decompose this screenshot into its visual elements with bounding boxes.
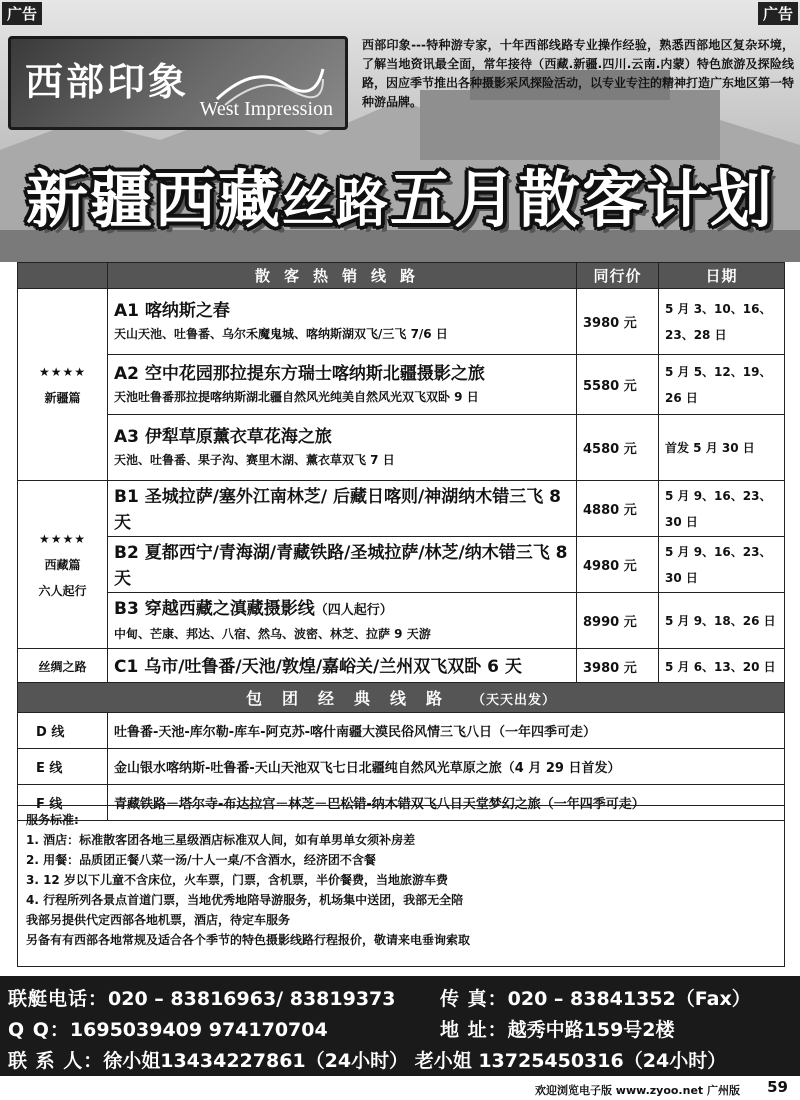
price-header: 同行价: [577, 263, 659, 289]
table-row: [18, 713, 785, 749]
table-header-row: [18, 263, 785, 289]
region-label: 西藏篇: [44, 557, 81, 572]
route-dates: 5 月 6、13、20 日: [659, 649, 785, 685]
service-item: 2. 用餐：品质团正餐八菜一汤/十人一桌/不含酒水，经济团不含餐: [26, 853, 376, 867]
region-silk-road: 丝绸之路: [18, 649, 108, 685]
route-title: C1 乌市/吐鲁番/天池/敦煌/嘉峪关/兰州双飞双卧 6 天: [114, 656, 522, 677]
qq-label: Q Q：: [8, 1019, 70, 1041]
service-item: 另备有有西部各地常规及适合各个季节的特色摄影线路行程报价，敬请来电垂询索取: [26, 933, 471, 947]
page-footer: [0, 1076, 800, 1100]
logo-chinese-name: 西部印象: [25, 59, 190, 104]
route-price: 8990 元: [577, 593, 659, 649]
phone-value: 020 – 83816963/ 83819373: [108, 988, 396, 1010]
package-code: E 线: [18, 749, 108, 785]
route-cell: [108, 649, 577, 685]
contact-row-qq: [8, 1015, 328, 1042]
date-header: 日期: [659, 263, 785, 289]
table-row: [18, 355, 785, 415]
company-logo: [8, 36, 348, 130]
service-item: 4. 行程所列各景点首道门票，当地优秀地陪导游服务，机场集中送团，我部无全陪: [26, 893, 464, 907]
region-tibet: [18, 481, 108, 649]
service-title: 服务标准:: [26, 813, 79, 827]
route-detail: 中甸、芒康、邦达、八宿、然乌、波密、林芝、拉萨 9 天游: [114, 627, 431, 641]
route-detail: 天池吐鲁番那拉提喀纳斯湖北疆自然风光纯美自然风光双飞双卧 9 日: [114, 390, 479, 404]
route-price: 4980 元: [577, 537, 659, 593]
star-rating: ★★★★: [38, 531, 87, 546]
phone-label: 联艇电话：: [8, 988, 109, 1010]
region-note: 六人起行: [38, 583, 87, 598]
package-route: 青藏铁路－塔尔寺-布达拉宫－林芝－巴松错-纳木错双飞八日天堂梦幻之旅（一年四季可走）: [108, 785, 785, 821]
qq-value: 1695039409 974170704: [69, 1019, 328, 1041]
route-dates: 首发 5 月 30 日: [659, 415, 785, 481]
table-row: [18, 749, 785, 785]
contact-panel: [0, 976, 800, 1076]
route-dates: 5 月 5、12、19、26 日: [659, 355, 785, 415]
ad-label-right: 广告: [758, 2, 798, 25]
package-code: D 线: [18, 713, 108, 749]
table-row: [18, 415, 785, 481]
route-dates: 5 月 3、10、16、23、28 日: [659, 289, 785, 355]
region-label: 新疆篇: [44, 390, 81, 405]
table-row: [18, 537, 785, 593]
headline-part2: 丝路: [281, 174, 390, 234]
person-label: 联 系 人：: [8, 1050, 104, 1072]
route-title-text: B3 穿越西藏之滇藏摄影线: [114, 599, 315, 619]
route-price: 3980 元: [577, 649, 659, 685]
table-row: [18, 593, 785, 649]
headline-part3: 五月散客计划: [390, 163, 775, 236]
route-cell: [108, 289, 577, 355]
package-route: 吐鲁番-天池-库尔勒-库车-阿克苏-喀什南疆大漠民俗风情三飞八日（一年四季可走）: [108, 713, 785, 749]
package-header-row: [18, 683, 785, 713]
service-standards: [17, 805, 785, 967]
ad-label-left: 广告: [2, 2, 42, 25]
contact-row-person: [8, 1046, 726, 1073]
route-title: A2 空中花园那拉提东方瑞士喀纳斯北疆摄影之旅: [114, 364, 485, 384]
service-item: 我部另提供代定西部各地机票，酒店，待定车服务: [26, 913, 291, 927]
package-header-note: （天天出发）: [472, 693, 557, 708]
package-routes-table: [17, 682, 785, 821]
headline-part1: 新疆西藏: [25, 163, 282, 236]
route-cell: [108, 537, 577, 593]
package-header-label: 包团经典线路: [245, 689, 462, 708]
address-label: 地 址：: [440, 1019, 508, 1041]
logo-english-name: West Impression: [199, 98, 333, 120]
route-detail: 天山天池、吐鲁番、乌尔禾魔鬼城、喀纳斯湖双飞/三飞 7/6 日: [114, 327, 448, 341]
service-item: 3. 12 岁以下儿童不含床位，火车票，门票，含机票，半价餐费，当地旅游车费: [26, 873, 448, 887]
package-header: [18, 683, 785, 713]
tour-routes-table: [17, 262, 785, 685]
fax-label: 传 真：: [440, 988, 508, 1010]
fax-value: 020 – 83841352（Fax）: [507, 988, 751, 1010]
company-intro: 西部印象---特种游专家，十年西部线路专业操作经验，熟悉西部地区复杂环境，了解当地资讯最全面，常年接待（西藏.新疆.四川.云南.内蒙）特色旅游及探险线路，因应季节推出各种摄影采风探险活动，以专业专注的精神打造广东地区第一特种游品牌。: [362, 38, 795, 109]
route-dates: 5 月 9、18、26 日: [659, 593, 785, 649]
route-cell: [108, 355, 577, 415]
route-cell: [108, 481, 577, 537]
route-title: [108, 593, 576, 624]
page-number: 59: [767, 1078, 788, 1096]
route-dates: 5 月 9、16、23、30 日: [659, 481, 785, 537]
route-header: 散客热销线路: [108, 263, 577, 289]
table-row: [18, 649, 785, 685]
route-title: B1 圣城拉萨/塞外江南林芝/ 后藏日喀则/神湖纳木错三飞 8 天: [114, 487, 561, 533]
route-cell: [108, 415, 577, 481]
page-headline: [0, 150, 800, 239]
route-price: 4580 元: [577, 415, 659, 481]
route-title-note: （四人起行）: [314, 603, 393, 618]
person-value: 徐小姐13434227861（24小时） 老小姐 13725450316（24小时）: [103, 1050, 727, 1072]
package-code: F 线: [18, 785, 108, 821]
region-xinjiang: [18, 289, 108, 481]
route-dates: 5 月 9、16、23、30 日: [659, 537, 785, 593]
route-price: 4880 元: [577, 481, 659, 537]
contact-row-phone: [8, 984, 395, 1011]
star-rating: ★★★★: [38, 364, 87, 379]
contact-row-fax: [440, 984, 751, 1011]
table-row: [18, 481, 785, 537]
route-price: 5580 元: [577, 355, 659, 415]
route-detail: 天池、吐鲁番、果子沟、赛里木湖、薰衣草双飞 7 日: [114, 453, 395, 467]
route-title: A3 伊犁草原薰衣草花海之旅: [114, 427, 332, 447]
address-value: 越秀中路159号2楼: [507, 1019, 675, 1041]
service-item: 1. 酒店：标准散客团各地三星级酒店标准双人间，如有单男单女须补房差: [26, 833, 416, 847]
table-row: [18, 289, 785, 355]
route-cell: [108, 593, 577, 649]
contact-row-address: [440, 1015, 675, 1042]
route-title: A1 喀纳斯之春: [114, 301, 230, 321]
region-header: [18, 263, 108, 289]
route-title: B2 夏都西宁/青海湖/青藏铁路/圣城拉萨/林芝/纳木错三飞 8 天: [114, 543, 568, 589]
footer-text: 欢迎浏览电子版 www.zyoo.net 广州版: [534, 1084, 740, 1097]
route-price: 3980 元: [577, 289, 659, 355]
package-route: 金山银水喀纳斯-吐鲁番-天山天池双飞七日北疆纯自然风光草原之旅（4 月 29 日首发）: [108, 749, 785, 785]
